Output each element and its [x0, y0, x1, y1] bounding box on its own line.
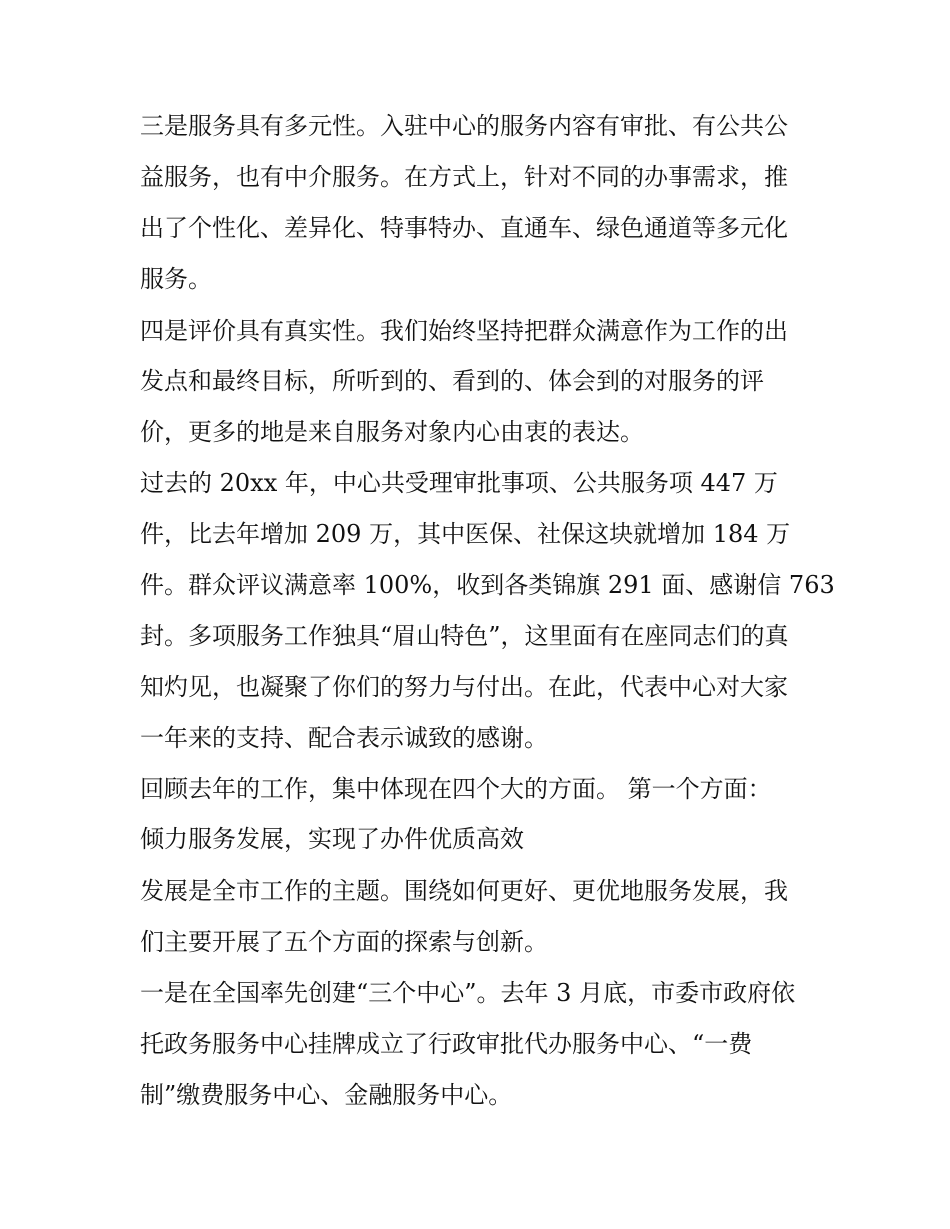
text-line: 知灼见，也凝聚了你们的努力与付出。在此，代表中心对大家 [140, 673, 788, 701]
text-line: 封。多项服务工作独具“眉山特色”，这里面有在座同志们的真 [140, 622, 789, 650]
text-line: 发点和最终目标，所听到的、看到的、体会到的对服务的评 [140, 367, 764, 395]
text-line: 回顾去年的工作，集中体现在四个大的方面。 第一个方面： [140, 775, 772, 803]
text-line: 托政务服务中心挂牌成立了行政审批代办服务中心、“一费 [140, 1030, 753, 1058]
text-line: 服务。 [140, 265, 212, 293]
text-line: 件，比去年增加 209 万，其中医保、社保这块就增加 184 万 [140, 520, 791, 548]
text-line: 一是在全国率先创建“三个中心”。去年 3 月底，市委市政府依 [140, 979, 796, 1007]
text-line: 倾力服务发展，实现了办件优质高效 [140, 825, 524, 853]
text-line: 们主要开展了五个方面的探索与创新。 [140, 928, 548, 956]
text-line: 价，更多的地是来自服务对象内心由衷的表达。 [140, 418, 644, 446]
text-line: 制”缴费服务中心、金融服务中心。 [140, 1081, 513, 1109]
text-line: 出了个性化、差异化、特事特办、直通车、绿色通道等多元化 [140, 214, 788, 242]
text-line: 发展是全市工作的主题。围绕如何更好、更优地服务发展，我 [140, 877, 788, 905]
text-line: 三是服务具有多元性。入驻中心的服务内容有审批、有公共公 [140, 112, 788, 140]
text-line: 件。群众评议满意率 100%，收到各类锦旗 291 面、感谢信 763 [140, 571, 835, 599]
text-line: 四是评价具有真实性。我们始终坚持把群众满意作为工作的出 [140, 317, 788, 345]
text-line: 一年来的支持、配合表示诚致的感谢。 [140, 724, 548, 752]
text-line: 益服务，也有中介服务。在方式上，针对不同的办事需求，推 [140, 163, 788, 191]
text-line: 过去的 20xx 年，中心共受理审批事项、公共服务项 447 万 [140, 469, 778, 497]
